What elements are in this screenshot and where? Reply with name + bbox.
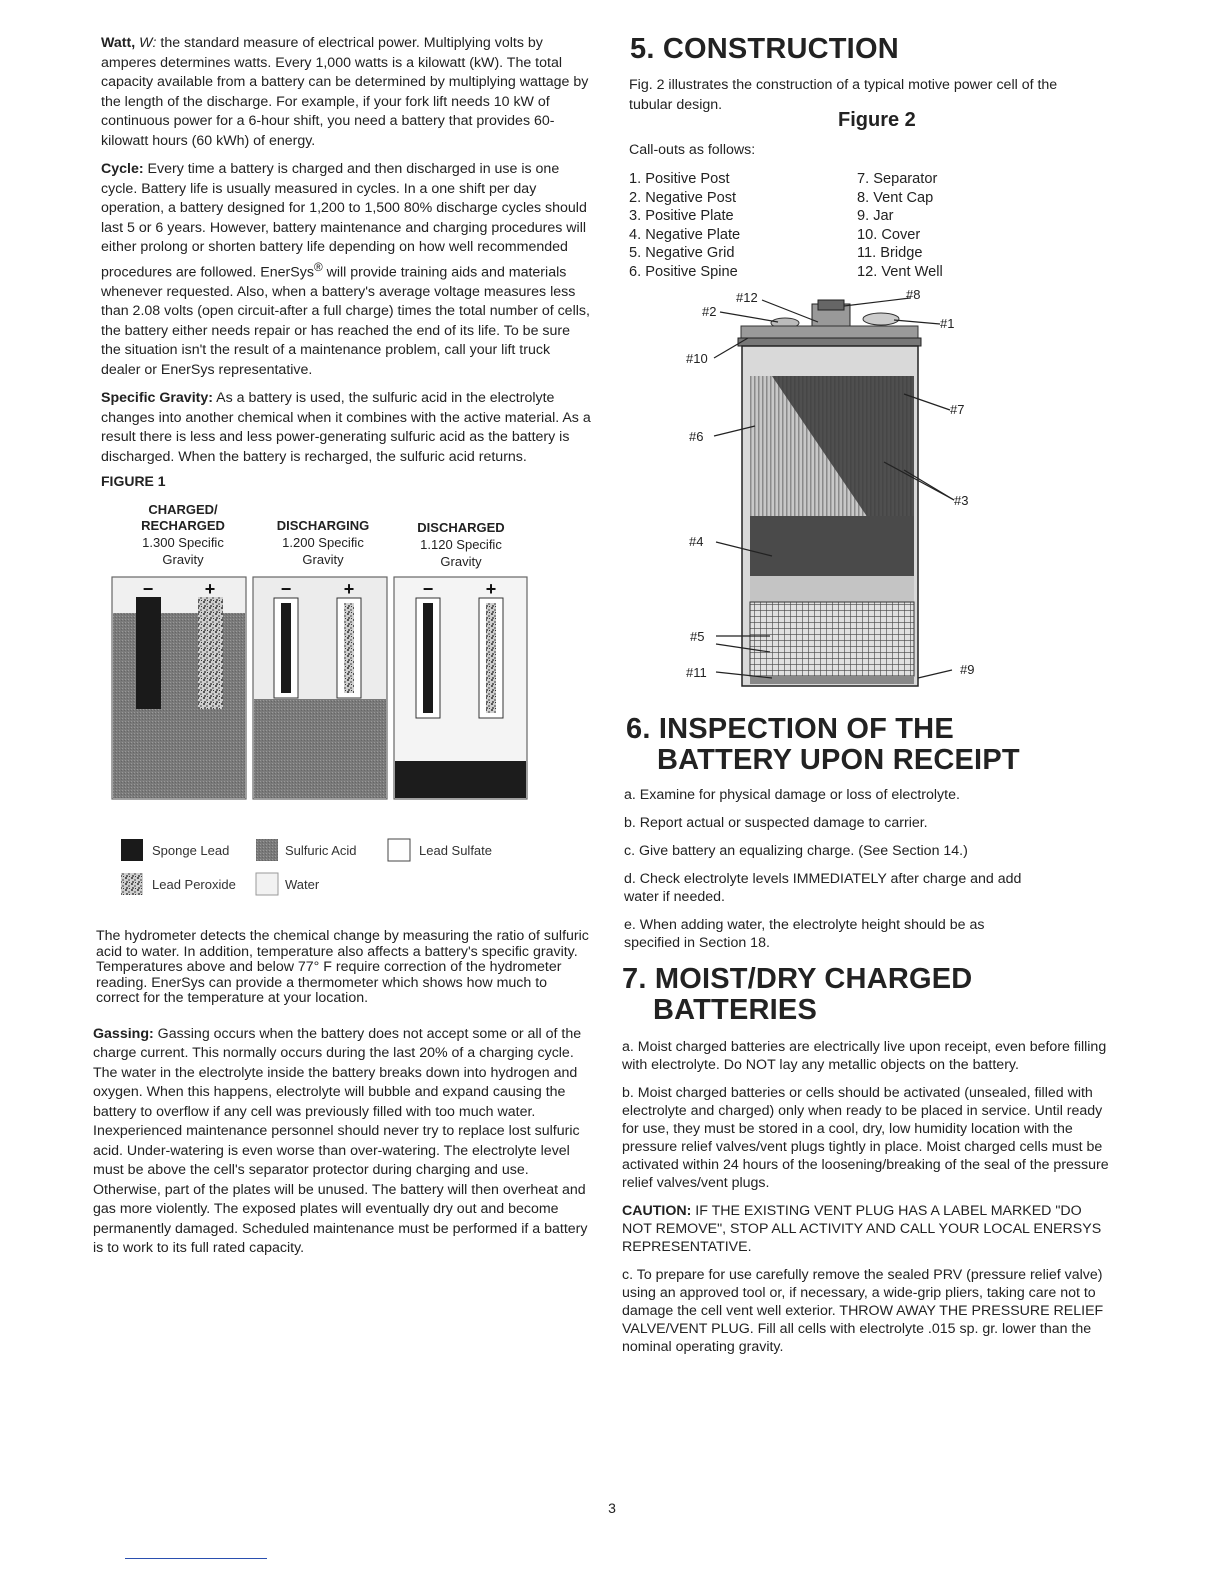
- callout-11: 11. Bridge: [857, 245, 923, 262]
- legend-lead-sulfate-swatch: [388, 839, 410, 861]
- moist-dry-item-a: a. Moist charged batteries are electrically live upon receipt, even before filling with electrolyte. Do NOT lay any metallic objects on the battery.: [622, 1038, 1107, 1073]
- legend-sulfuric-acid: Sulfuric Acid: [285, 843, 357, 859]
- callout-2: 2. Negative Post: [629, 189, 737, 206]
- watt-text: the standard measure of electrical power. Multiplying volts by amperes determines watts. Every 1,000 watts is a kilowatt (kW). The total capacity available from a battery can be determined by multiplying wattage by the length of the discharge. For example, if your fork lift needs 10 kW of continuous power for a 6-hour shift, you need a battery that provides 60-kilowatt hours (60 kWh) of energy.: [101, 35, 589, 149]
- moist-dry-heading: [622, 964, 1112, 1026]
- fig2-label-4: #4: [689, 533, 704, 549]
- inspection-heading: [626, 714, 1112, 776]
- legend-lead-sulfate: Lead Sulfate: [419, 843, 493, 859]
- watt-paragraph: [101, 34, 593, 151]
- moist-dry-heading-line1: 7. MOIST/DRY CHARGED: [622, 962, 973, 995]
- figure-2-svg: [622, 286, 1102, 711]
- fig2-label-6: #6: [689, 428, 704, 444]
- fig2-label-10: #10: [686, 350, 708, 366]
- callouts-left: [629, 170, 849, 282]
- callout-9: 9. Jar: [857, 208, 894, 225]
- state-2-line3: 1.200 Specific: [282, 535, 364, 551]
- moist-dry-heading-line2: BATTERIES: [653, 993, 817, 1026]
- inspection-list: [624, 786, 1044, 952]
- inspection-item-a: a. Examine for physical damage or loss of electrolyte.: [624, 786, 960, 803]
- caution-text: IF THE EXISTING VENT PLUG HAS A LABEL MARKED "DO NOT REMOVE", STOP ALL ACTIVITY AND CALL YOUR LOCAL ENERSYS REPRESENTATIVE.: [622, 1202, 1102, 1255]
- inspection-heading-line2: BATTERY UPON RECEIPT: [657, 743, 1020, 776]
- fig2-label-7: #7: [950, 401, 965, 417]
- state-1-line1: CHARGED/: [148, 502, 218, 518]
- legend-water: Water: [285, 877, 320, 893]
- cycle-text-b: will provide training aids and materials whenever requested. Also, when a battery's average voltage measures less than 2.08 volts (open circuit-after a full charge) times the total number of cells, the battery either needs repair or has reached the end of its life. To be sure the situation isn't the result of a maintenance problem, call your lift truck dealer or EnerSys representative.: [101, 264, 590, 378]
- callouts-right: [849, 170, 1049, 282]
- fig2-label-11: #11: [686, 664, 707, 680]
- state-2-line4: Gravity: [302, 552, 344, 568]
- figure-1-legend: [121, 839, 492, 895]
- fig2-label-1: #1: [940, 315, 955, 331]
- construction-intro: Fig. 2 illustrates the construction of a typical motive power cell of the tubular design.: [629, 77, 1058, 113]
- callout-12: 12. Vent Well: [857, 263, 943, 280]
- cycle-text-a: Every time a battery is charged and then discharged in use is one cycle. Battery life is usually measured in cycles. In a one shift per day operation, a battery designed for 1,200 to 1,500 80% discharge cycles should last 5 or 6 years. However, battery maintenance and charging procedures will either prolong or shorten battery life depending on how well recommended procedures are followed. EnerSys: [101, 161, 587, 281]
- fig2-label-5: #5: [690, 628, 705, 644]
- callout-10: 10. Cover: [857, 226, 921, 243]
- inspection-item-c: c. Give battery an equalizing charge. (See Section 14.): [624, 842, 968, 859]
- cell-1-minus: −: [142, 579, 154, 600]
- cycle-term: Cycle:: [101, 161, 144, 177]
- cell-2-plus: +: [343, 579, 355, 600]
- state-3-line4: Gravity: [440, 554, 482, 570]
- moist-dry-caution: [622, 1202, 1112, 1256]
- legend-sponge-lead: Sponge Lead: [152, 843, 230, 859]
- hydrometer-paragraph: The hydrometer detects the chemical change by measuring the ratio of sulfuric acid to water. In addition, temperature also affects a battery's specific gravity. Temperatures above and below 77° F require correction of the hydrometer reading. EnerSys can provide a thermometer which shows how much to correct for the temperature at your location.: [96, 928, 589, 1007]
- footer-rule: [125, 1558, 267, 1559]
- callout-8: 8. Vent Cap: [857, 189, 934, 206]
- state-1-line4: Gravity: [162, 552, 204, 568]
- state-1-line3: 1.300 Specific: [142, 535, 224, 551]
- specific-gravity-text: As a battery is used, the sulfuric acid in the electrolyte changes into another chemical when it combines with the active material. As a result there is less and less power-generating sulfuric acid as the battery is discharged. When the battery is recharged, the sulfuric acid returns.: [101, 390, 591, 465]
- moist-dry-item-c: c. To prepare for use carefully remove the sealed PRV (pressure relief valve) using an approved tool or, if necessary, a wide-grip pliers, taking care not to damage the cell vent well exterior. THROW AWAY THE PRESSURE RELIEF VALVE/VENT PLUG. Fill all cells with electrolyte .015 sp. gr. lower than the nominal operating gravity.: [622, 1266, 1104, 1355]
- gassing-term: Gassing:: [93, 1025, 154, 1042]
- specific-gravity-term: Specific Gravity:: [101, 390, 213, 407]
- callout-5: 5. Negative Grid: [629, 245, 735, 262]
- fig2-label-8: #8: [906, 286, 921, 302]
- callouts-list: [629, 170, 1112, 282]
- inspection-item-d: d. Check electrolyte levels IMMEDIATELY after charge and add water if needed.: [624, 870, 1022, 905]
- gassing-text: Gassing occurs when the battery does not accept some or all of the charge current. This normally occurs during the last 20% of a charging cycle. The water in the electrolyte inside the battery breaks down into hydrogen and oxygen. When this happens, electrolyte will bubble and expand causing the battery to overflow if any cell was previously filled with too much water. Inexperienced maintenance personnel should never try to replace lost sulfuric acid. Under-watering is even worse than over-watering. The electrolyte level must be above the cell's separator protector during charging and use. Otherwise, part of the plates will be unused. The battery will then overheat and gas more violently. The exposed plates will eventually dry out and become permanently damaged. Scheduled maintenance must be performed if a battery is to work to its full rated capacity.: [93, 1025, 588, 1257]
- figure-1-svg: [101, 499, 551, 919]
- cell-1-plus: +: [204, 579, 216, 600]
- figure-1-diagram: [101, 499, 551, 919]
- fig2-label-12: #12: [736, 289, 758, 305]
- watt-symbol: W:: [139, 35, 157, 51]
- registered-mark: ®: [313, 259, 323, 274]
- figure-1-label: FIGURE 1: [101, 473, 166, 490]
- inspection-item-e: e. When adding water, the electrolyte height should be as specified in Section 18.: [624, 916, 985, 951]
- cell-discharging: [253, 577, 387, 799]
- cell-3-plus: +: [485, 579, 497, 600]
- left-column: [93, 34, 593, 1268]
- callout-7: 7. Separator: [857, 171, 938, 187]
- cycle-paragraph: [101, 160, 593, 380]
- inspection-heading-line1: 6. INSPECTION OF THE: [626, 712, 954, 745]
- cell-3-minus: −: [422, 579, 434, 600]
- gassing-paragraph: [93, 1025, 593, 1259]
- state-3-line2: DISCHARGED: [417, 520, 505, 536]
- state-2-line2: DISCHARGING: [276, 518, 370, 534]
- construction-heading: 5. CONSTRUCTION: [630, 33, 899, 65]
- right-column: [622, 34, 1112, 1366]
- cell-charged: [112, 577, 246, 799]
- inspection-item-b: b. Report actual or suspected damage to carrier.: [624, 814, 928, 831]
- cell-2-minus: −: [280, 579, 292, 600]
- state-1-line2: RECHARGED: [141, 518, 225, 534]
- legend-sponge-lead-swatch: [121, 839, 143, 861]
- caution-term: CAUTION:: [622, 1202, 692, 1219]
- legend-sulfuric-acid-swatch: [256, 839, 278, 861]
- legend-lead-peroxide-swatch: [121, 873, 143, 895]
- legend-water-swatch: [256, 873, 278, 895]
- figure-2-diagram: [622, 286, 1102, 711]
- page-number: 3: [608, 1500, 616, 1516]
- fig2-label-9: #9: [960, 661, 975, 677]
- legend-lead-peroxide: Lead Peroxide: [152, 877, 236, 893]
- moist-dry-item-b: b. Moist charged batteries or cells should be activated (unsealed, filled with electrolyte and charged) only when ready to be placed in service. Until ready for use, they must be stored in a cool, dry, low humidity location with the pressure relief valves/vent plugs tightly in place. Moist charged cells must be activated within 24 hours of the loosening/breaking of the seal of the pressure relief valves/vent plugs.: [622, 1084, 1109, 1191]
- callout-1: 1. Positive Post: [629, 171, 730, 187]
- specific-gravity-paragraph: [101, 389, 593, 467]
- callouts-intro: Call-outs as follows:: [629, 142, 756, 158]
- state-3-line3: 1.120 Specific: [420, 537, 502, 553]
- callout-6: 6. Positive Spine: [629, 263, 738, 280]
- callout-4: 4. Negative Plate: [629, 226, 741, 243]
- fig2-label-3: #3: [954, 492, 969, 508]
- fig2-label-2: #2: [702, 303, 717, 319]
- figure-2-label: Figure 2: [838, 109, 916, 131]
- callout-3: 3. Positive Plate: [629, 208, 734, 225]
- cell-discharged: [394, 577, 527, 799]
- watt-term: Watt,: [101, 35, 136, 51]
